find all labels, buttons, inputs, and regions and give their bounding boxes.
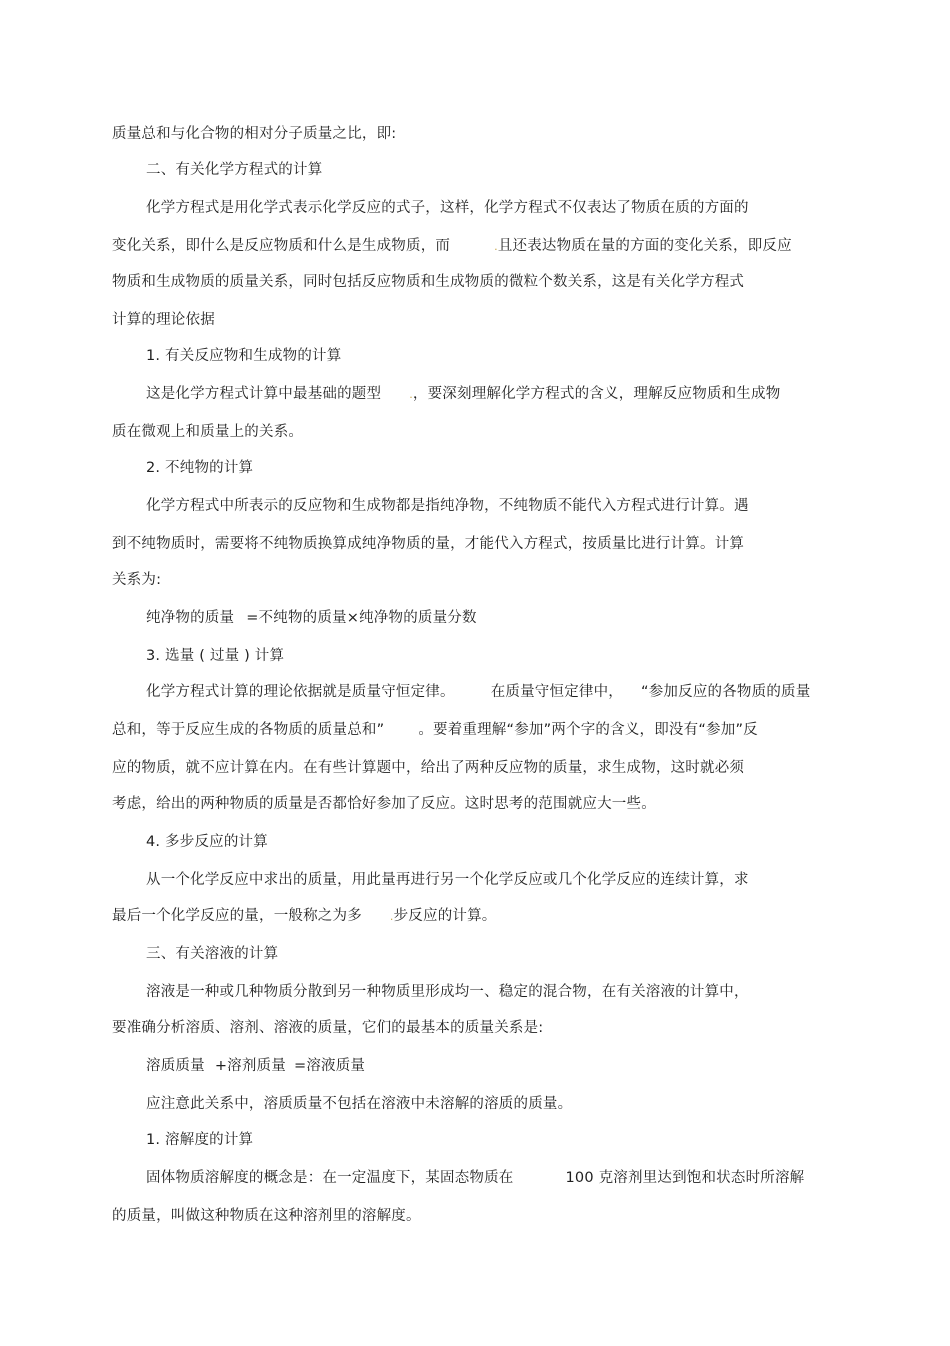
text-run: 且还表达物质在量的方面的变化关系，即反应: [497, 238, 792, 254]
text-run: 在质量守恒定律中，: [490, 684, 624, 700]
paragraph-line: 化学方程式中所表示的反应物和生成物都是指纯净物，不纯物质不能代入方程式进行计算。遇: [146, 498, 749, 514]
subsection-heading: 3. 选量 ( 过量 ) 计算: [146, 648, 285, 664]
paragraph-line: 要准确分析溶质、溶剂、溶液的质量，它们的最基本的质量关系是:: [112, 1020, 544, 1036]
text-run: =溶液质量: [293, 1058, 366, 1074]
section-heading: 二、有关化学方程式的计算: [146, 162, 323, 178]
paragraph-line: 化学方程式是用化学式表示化学反应的式子，这样，化学方程式不仅表达了物质在质的方面的: [146, 200, 749, 216]
text-run: “参加反应的各物质的质量: [641, 684, 811, 700]
subsection-heading: 2. 不纯物的计算: [146, 460, 254, 476]
text-run: =不纯物的质量×纯净物的质量分数: [246, 610, 477, 626]
paragraph-line: [112, 236, 792, 257]
text-run: 步反应的计算。: [393, 908, 497, 924]
paragraph-line: 应的物质，就不应计算在内。在有些计算题中，给出了两种反应物的质量，求生成物，这时就必须: [112, 760, 745, 776]
text-run: 变化关系，即什么是反应物质和什么是生成物质，而: [112, 238, 451, 254]
paragraph-line: 溶液是一种或几种物质分散到另一种物质里形成均一、稳定的混合物，在有关溶液的计算中，: [146, 984, 749, 1000]
subsection-heading: 1. 溶解度的计算: [146, 1132, 254, 1148]
subsection-heading: 4. 多步反应的计算: [146, 834, 268, 850]
paragraph-line: [112, 720, 758, 740]
paragraph-line: 计算的理论依据: [112, 312, 215, 328]
text-run: 这是化学方程式计算中最基础的题型: [146, 386, 382, 402]
paragraph-line: [146, 384, 780, 405]
text-run: ，要深刻理解化学方程式的含义，理解反应物质和生成物: [412, 386, 781, 402]
subsection-heading: 1. 有关反应物和生成物的计算: [146, 348, 342, 364]
text-run: 纯净物的质量: [146, 610, 235, 626]
paragraph-line: 关系为:: [112, 572, 162, 588]
stray-mark: .: [389, 910, 394, 923]
text-run: 。要着重理解“参加”两个字的含义，即没有“参加”反: [418, 722, 758, 738]
paragraph-line: 物质和生成物质的质量关系，同时包括反应物质和生成物质的微粒个数关系，这是有关化学方程式: [112, 274, 745, 290]
text-run: +溶剂质量: [214, 1058, 286, 1074]
paragraph-line: 考虑，给出的两种物质的质量是否都恰好参加了反应。这时思考的范围就应大一些。: [112, 796, 656, 812]
text-run: 化学方程式计算的理论依据就是质量守恒定律。: [146, 684, 455, 700]
stray-mark: .: [494, 240, 498, 253]
section-heading: 三、有关溶液的计算: [146, 946, 279, 962]
paragraph-line: [146, 1168, 804, 1188]
stray-mark: .: [409, 388, 413, 401]
formula-line: [146, 608, 477, 628]
text-run: 总和，等于反应生成的各物质的质量总和”: [112, 722, 385, 738]
text-run: 最后一个化学反应的量，一般称之为多: [112, 908, 362, 924]
paragraph-line: 到不纯物质时，需要将不纯物质换算成纯净物质的量，才能代入方程式，按质量比进行计算。计算: [112, 536, 745, 552]
paragraph-line: [112, 906, 497, 927]
paragraph-line: 的质量，叫做这种物质在这种溶剂里的溶解度。: [112, 1208, 421, 1224]
paragraph-line: 质在微观上和质量上的关系。: [112, 424, 304, 440]
text-run: 固体物质溶解度的概念是：在一定温度下，某固态物质在: [146, 1170, 514, 1186]
paragraph-line: [146, 682, 810, 702]
paragraph-line: 应注意此关系中，溶质质量不包括在溶液中未溶解的溶质的质量。: [146, 1096, 573, 1112]
text-run: 溶质质量: [146, 1058, 205, 1074]
paragraph-line: 从一个化学反应中求出的质量，用此量再进行另一个化学反应或几个化学反应的连续计算，求: [146, 872, 749, 888]
formula-line: [146, 1056, 365, 1076]
text-run: 100 克溶剂里达到饱和状态时所溶解: [565, 1170, 805, 1186]
paragraph-line: 质量总和与化合物的相对分子质量之比，即:: [112, 126, 397, 142]
